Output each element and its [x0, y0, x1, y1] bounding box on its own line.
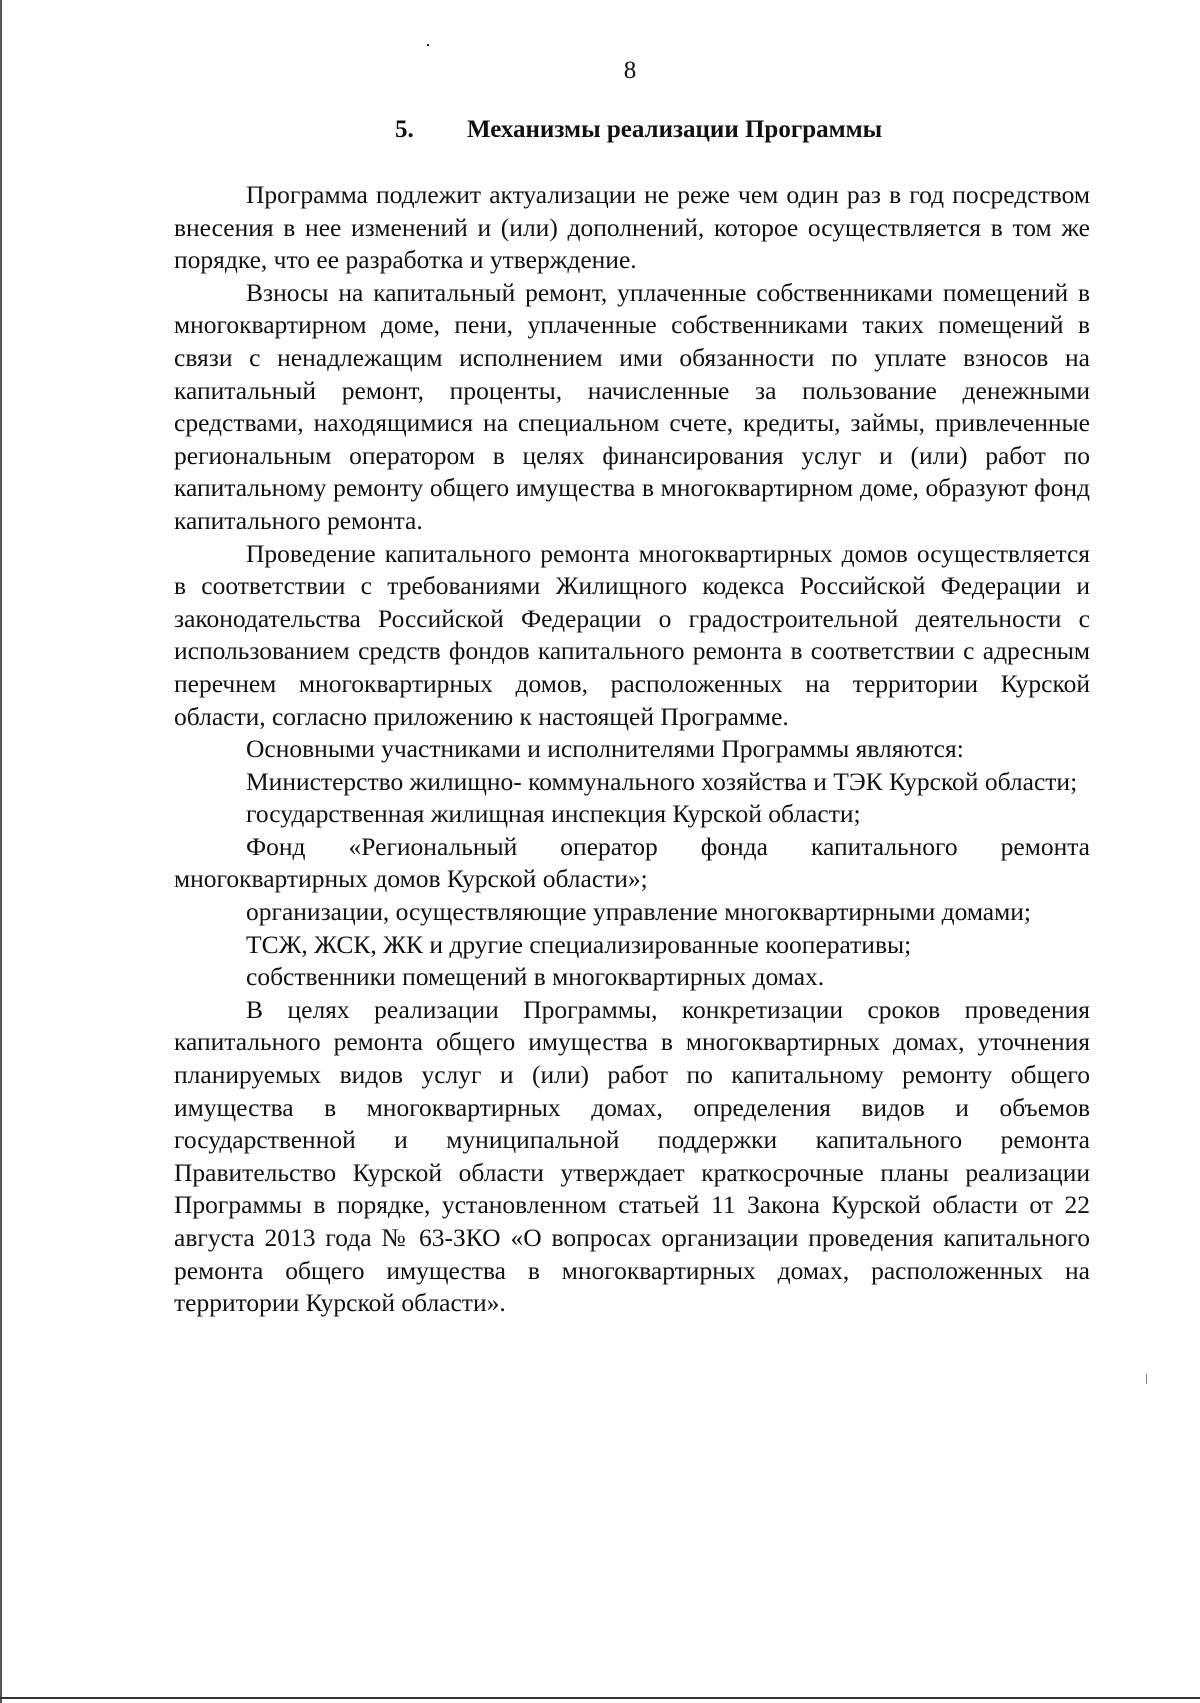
scan-edge-left: [0, 0, 2, 1703]
paragraph: Фонд «Региональный оператор фонда капитального ремонта многоквартирных домов Курской области»;: [174, 831, 1090, 894]
paragraph: собственники помещений в многоквартирных домах.: [246, 962, 825, 992]
paragraph: государственная жилищная инспекция Курской области;: [246, 799, 861, 829]
scan-speck: [1146, 1374, 1147, 1384]
paragraph: ТСЖ, ЖСК, ЖК и другие специализированные кооперативы;: [246, 929, 912, 959]
scan-speck: [427, 44, 429, 46]
section-heading: [395, 114, 882, 146]
paragraph: Министерство жилищно- коммунального хозяйства и ТЭК Курской области;: [246, 766, 1078, 796]
paragraph: Программа подлежит актуализации не реже чем один раз в год посредством внесения в нее изменений и (или) дополнений, которое осуществляется в том же порядке, что ее разработка и утверждение.: [174, 180, 1090, 275]
page-number: 8: [623, 57, 637, 84]
paragraph: Основными участниками и исполнителями Программы являются:: [246, 734, 964, 764]
paragraph: В целях реализации Программы, конкретизации сроков проведения капитального ремонта общего имущества в многоквартирных домах, уточнения планируемых видов услуг и (или) работ по капитальному ремонту общего имущества в многоквартирных домах, определения видов и объемов государственной и муниципальной поддержки капитального ремонта Правительство Курской области утверждает краткосрочные планы реализации Программы в порядке, установленном статьей 11 Закона Курской области от 22 августа 2013 года № 63-ЗКО «О вопросах организации проведения капитального ремонта общего имущества в многоквартирных домах, расположенных на территории Курской области».: [174, 994, 1090, 1318]
paragraph: Проведение капитального ремонта многоквартирных домов осуществляется в соответствии с требованиями Жилищного кодекса Российской Федерации и законодательства Российской Федерации о градостроительной деятельности с использованием средств фондов капитального ремонта в соответствии с адресным перечнем многоквартирных домов, расположенных на территории Курской области, согласно приложению к настоящей Программе.: [174, 538, 1090, 731]
scan-edge-bottom: [0, 1697, 1200, 1699]
paragraph: Взносы на капитальный ремонт, уплаченные собственниками помещений в многоквартирном доме, пени, уплаченные собственниками таких помещений в связи с ненадлежащим исполнением ими обязанности по уплате взносов на капитальный ремонт, проценты, начисленные за пользование денежными средствами, находящимися на специальном счете, кредиты, займы, привлеченные региональным оператором в целях финансирования услуг и (или) работ по капитальному ремонту общего имущества в многоквартирном доме, образуют фонд капитального ремонта.: [174, 277, 1090, 535]
section-number: 5.: [395, 116, 414, 143]
section-title: Механизмы реализации Программы: [467, 116, 883, 143]
document-body: [174, 179, 1090, 1320]
paragraph: организации, осуществляющие управление многоквартирными домами;: [246, 897, 1031, 927]
